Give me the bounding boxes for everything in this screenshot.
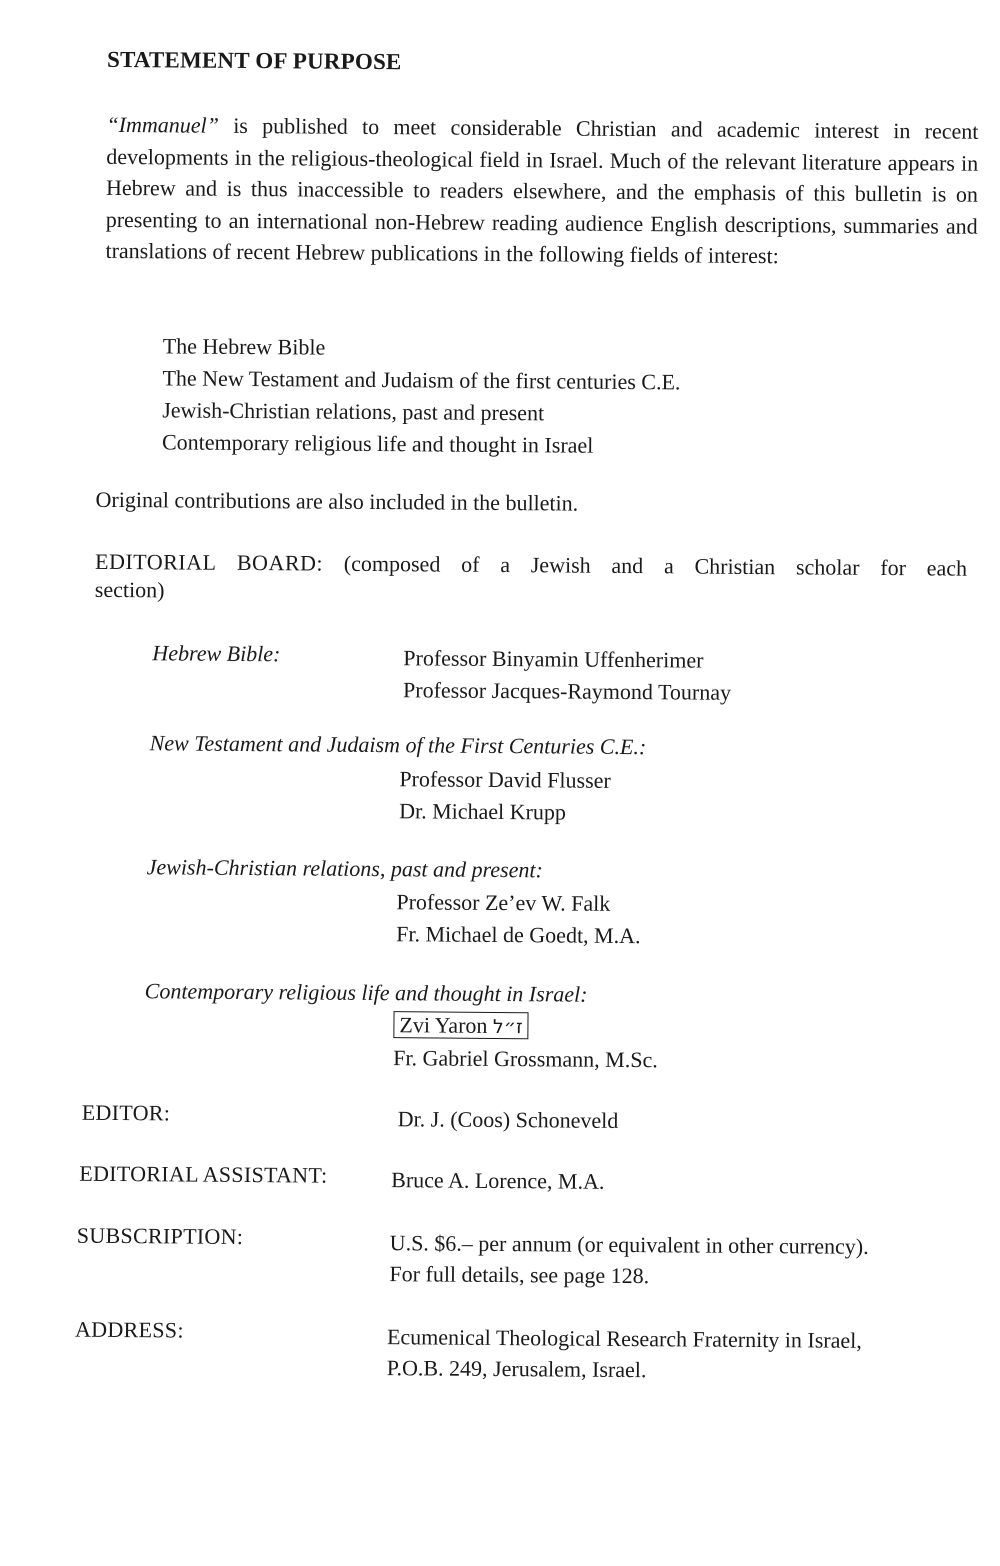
field-item: The New Testament and Judaism of the first centuries C.E.	[162, 365, 681, 395]
section-label-contemporary-religious-life: Contemporary religious life and thought in Israel:	[144, 978, 588, 1007]
address-label: ADDRESS:	[74, 1316, 184, 1343]
subscription-value	[389, 1227, 868, 1293]
board-member-name: Zvi Yaron	[399, 1012, 488, 1038]
editorial-board-line-2: section)	[94, 576, 165, 603]
address-value	[387, 1321, 862, 1387]
board-member: Dr. Michael Krupp	[399, 798, 567, 825]
board-member: Professor David Flusser	[399, 766, 611, 793]
intro-text: is published to meet considerable Christian and academic interest in recent developments in the religious-theological field in Israel. Much of the relevant literature appears in Hebrew and is thus inaccessible to readers elsewhere, and the emphasis of this bulletin is on presenting to an international non-Hebrew reading audience English descriptions, summaries and translations of recent Hebrew publications in the following fields of interest:	[105, 112, 979, 269]
intro-title-italic: “Immanuel”	[106, 111, 220, 138]
board-member-deceased	[393, 1012, 528, 1039]
editorial-assistant-label: EDITORIAL ASSISTANT:	[79, 1160, 328, 1188]
board-member: Fr. Gabriel Grossmann, M.Sc.	[393, 1045, 658, 1073]
section-label-new-testament: New Testament and Judaism of the First Centuries C.E.:	[149, 730, 647, 760]
editor-label: EDITOR:	[81, 1099, 171, 1126]
hebrew-memorial-abbreviation: ז״ל	[492, 1015, 523, 1039]
field-item: The Hebrew Bible	[162, 333, 326, 360]
editor-value: Dr. J. (Coos) Schoneveld	[397, 1106, 619, 1133]
subscription-line-2: For full details, see page 128.	[389, 1261, 650, 1289]
board-member: Fr. Michael de Goedt, M.A.	[396, 921, 641, 949]
editorial-board-intro	[95, 548, 967, 611]
section-label-hebrew-bible: Hebrew Bible:	[152, 640, 281, 667]
fields-of-interest-list	[162, 330, 863, 463]
field-item: Jewish-Christian relations, past and present	[162, 397, 545, 426]
board-member: Professor Ze’ev W. Falk	[396, 889, 611, 916]
board-member: Professor Binyamin Uffenherimer	[403, 645, 704, 673]
board-member: Professor Jacques-Raymond Tournay	[402, 677, 732, 705]
subscription-line-1: U.S. $6.– per annum (or equivalent in other currency).	[389, 1230, 869, 1259]
editorial-board-description: (composed of a Jewish and a Christian scholar for each	[343, 550, 968, 581]
editorial-board-title: EDITORIAL BOARD:	[94, 548, 324, 576]
section-label-jewish-christian-relations: Jewish-Christian relations, past and present:	[146, 854, 543, 883]
field-item: Contemporary religious life and thought in Israel	[161, 429, 594, 458]
original-contributions-note: Original contributions are also included in the bulletin.	[95, 486, 579, 516]
intro-paragraph	[105, 109, 978, 273]
address-line-1: Ecumenical Theological Research Fraternity in Israel,	[386, 1324, 862, 1353]
editorial-assistant-value: Bruce A. Lorence, M.A.	[391, 1167, 605, 1194]
address-line-2: P.O.B. 249, Jerusalem, Israel.	[386, 1355, 647, 1383]
memorial-box	[393, 1011, 528, 1039]
page-title: STATEMENT OF PURPOSE	[106, 46, 402, 75]
subscription-label: SUBSCRIPTION:	[76, 1222, 244, 1249]
